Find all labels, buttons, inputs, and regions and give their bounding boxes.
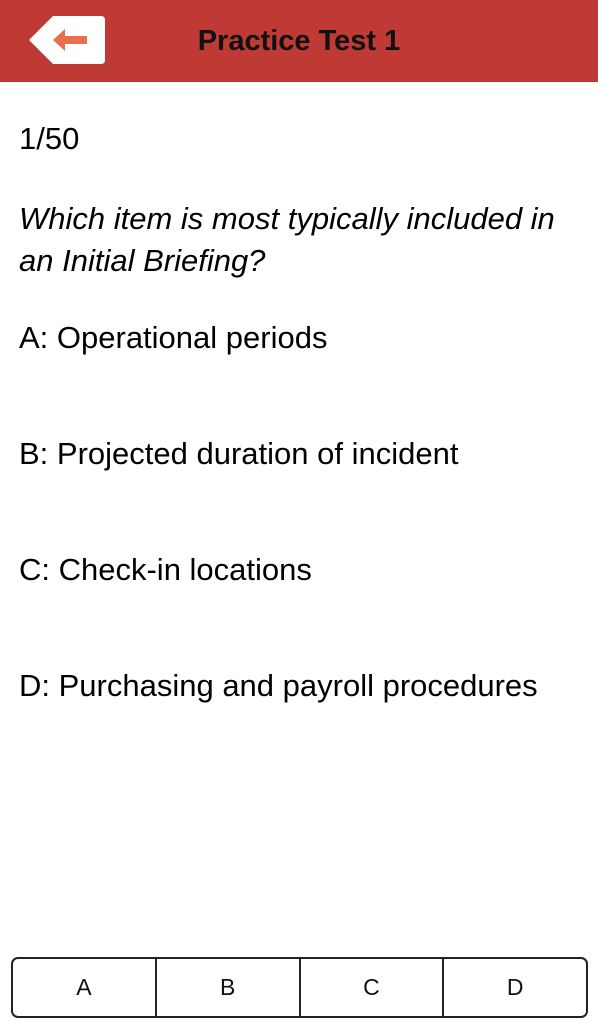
option-d: D: Purchasing and payroll procedures bbox=[19, 668, 538, 703]
answer-a-button[interactable]: A bbox=[76, 974, 92, 1000]
question-counter: 1/50 bbox=[19, 121, 80, 156]
answer-c-button[interactable]: C bbox=[299, 959, 443, 1016]
answer-d-button[interactable]: D bbox=[442, 959, 586, 1016]
option-a: A: Operational periods bbox=[19, 320, 328, 355]
option-c: C: Check-in locations bbox=[19, 552, 312, 587]
page-title: Practice Test 1 bbox=[197, 25, 401, 57]
answer-b-button[interactable]: B bbox=[155, 959, 299, 1016]
title-bar bbox=[0, 0, 598, 82]
option-b: B: Projected duration of incident bbox=[19, 436, 459, 471]
answer-segmented-control bbox=[11, 957, 588, 1018]
question-text: Which item is most typically included in an Initial Briefing? bbox=[19, 201, 555, 278]
